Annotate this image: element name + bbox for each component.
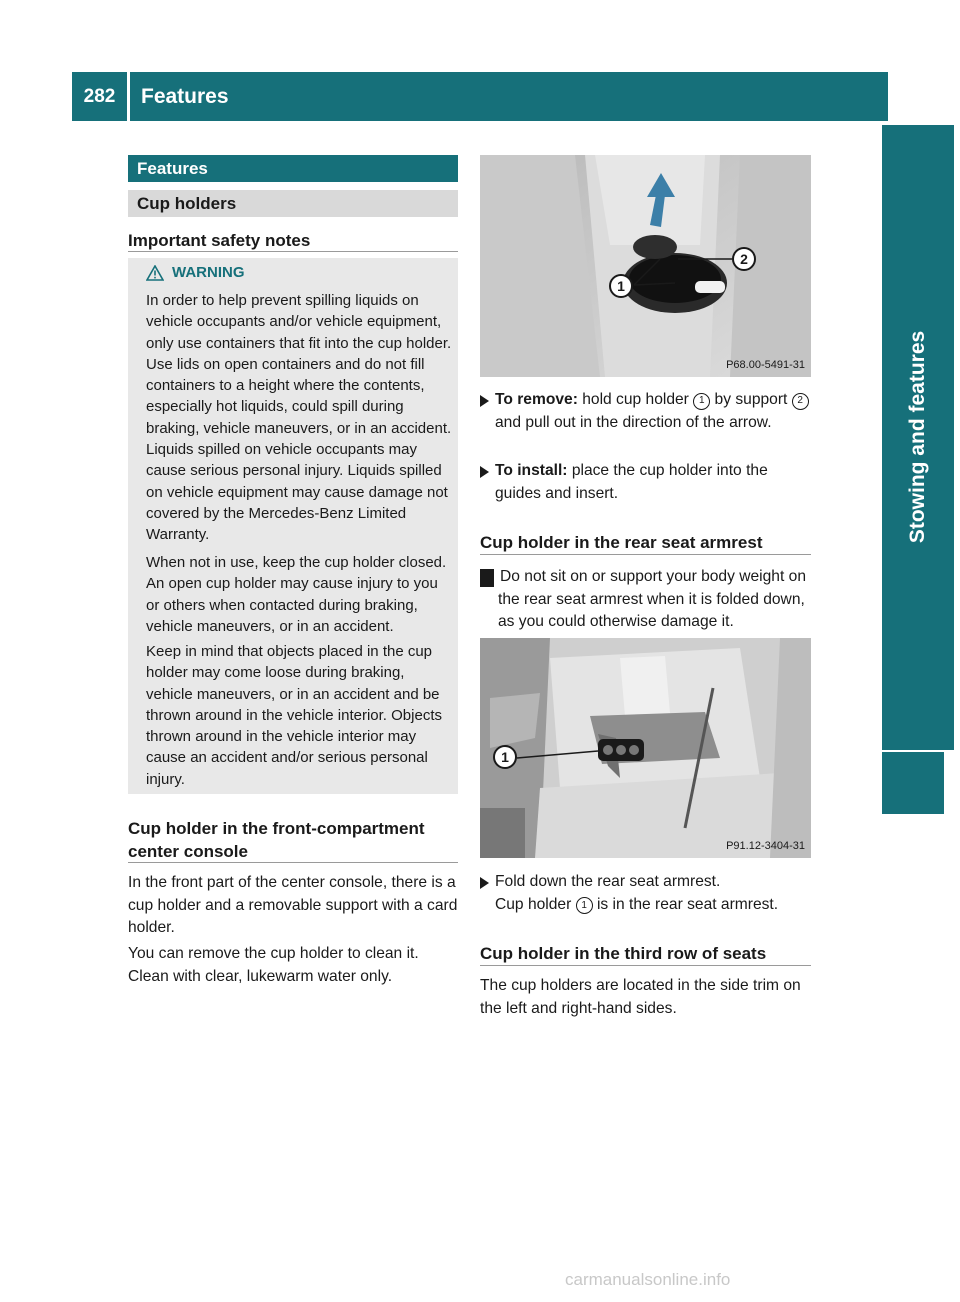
step-arrow-icon	[480, 466, 489, 478]
center-console-illustration	[480, 155, 811, 377]
header-divider	[127, 72, 130, 121]
divider	[480, 965, 811, 966]
warning-label: WARNING	[172, 264, 245, 281]
notice-material-damage	[469, 566, 814, 634]
ref-number-1-icon: 1	[693, 393, 710, 410]
paragraph-third-row: The cup holders are located in the side trim on the left and right-hand sides.	[480, 977, 801, 1017]
callout-2: 2	[732, 247, 756, 271]
page-title: Features	[141, 84, 229, 108]
notice-exclamation-icon: !	[480, 569, 494, 587]
step-arrow-icon	[480, 877, 489, 889]
divider	[480, 554, 811, 555]
figure-code: P68.00-5491-31	[726, 359, 805, 371]
ref-number-1-icon: 1	[576, 897, 593, 914]
page-number: 282	[83, 85, 116, 107]
callout-1: 1	[609, 274, 633, 298]
figure-code: P91.12-3404-31	[726, 840, 805, 852]
warning-triangle-icon	[146, 265, 164, 281]
step-remove-text: To remove: hold cup holder 1 by support 2 and pull out in the direction of the arrow.	[495, 389, 814, 434]
heading-front-cup-holder: Cup holder in the front-compartment center console	[128, 819, 425, 861]
subsection-bar: Cup holders	[128, 190, 458, 217]
warning-paragraph-1: In order to help prevent spilling liquids on vehicle occupants and/or vehicle equipment, only use containers that fit into the cup holder. Use lids on open containers and do not fill containers to a height where the contents, especially hot liquids, could spill during braking, vehicle maneuvers, or in an accident. Liquids spilled on vehicle occupants may cause serious personal injury. Liquids spilled on vehicle equipment may cause damage not covered by the Mercedes-Benz Limited Warranty.	[146, 292, 452, 544]
heading-rear-armrest: Cup holder in the rear seat armrest	[480, 533, 763, 552]
side-tab-marker	[882, 752, 944, 814]
rear-armrest-illustration	[480, 638, 811, 858]
section-bar: Features	[128, 155, 458, 182]
step-arrow-icon	[480, 395, 489, 407]
warning-paragraph-2: When not in use, keep the cup holder closed. An open cup holder may cause injury to you or others when contacted during braking, vehicle maneuvers, or in an accident.	[146, 554, 447, 635]
side-tab	[882, 125, 954, 750]
watermark: carmanualsonline.info	[565, 1270, 731, 1289]
step-fold-down	[480, 871, 814, 916]
ref-number-2-icon: 2	[792, 393, 809, 410]
paragraph-cleaning: You can remove the cup holder to clean it. Clean with clear, lukewarm water only.	[128, 945, 419, 985]
heading-third-row: Cup holder in the third row of seats	[480, 944, 767, 963]
callout-1: 1	[493, 745, 517, 769]
notice-text: Do not sit on or support your body weight on the rear seat armrest when it is folded down, as you could otherwise damage it.	[498, 568, 806, 630]
divider	[128, 862, 458, 863]
paragraph-front-console: In the front part of the center console, there is a cup holder and a removable support with a card holder.	[128, 874, 458, 936]
step-fold-text: Fold down the rear seat armrest. Cup holder 1 is in the rear seat armrest.	[495, 873, 779, 913]
figure-center-console-cup-holder	[480, 155, 811, 377]
figure-rear-armrest	[480, 638, 811, 858]
step-install-text: To install: place the cup holder into the guides and insert.	[495, 462, 768, 502]
step-install	[480, 460, 814, 505]
warning-paragraph-3: Keep in mind that objects placed in the cup holder may come loose during braking, vehicle maneuvers, or in an accident and be thrown around in the vehicle interior. Objects thrown around in the vehicle interior may cause an accident and/or serious personal injury.	[146, 643, 442, 788]
step-remove	[480, 389, 814, 434]
divider	[128, 251, 458, 252]
heading-safety-notes: Important safety notes	[128, 231, 311, 250]
side-tab-label: Stowing and features	[906, 330, 929, 544]
warning-header	[146, 264, 245, 281]
